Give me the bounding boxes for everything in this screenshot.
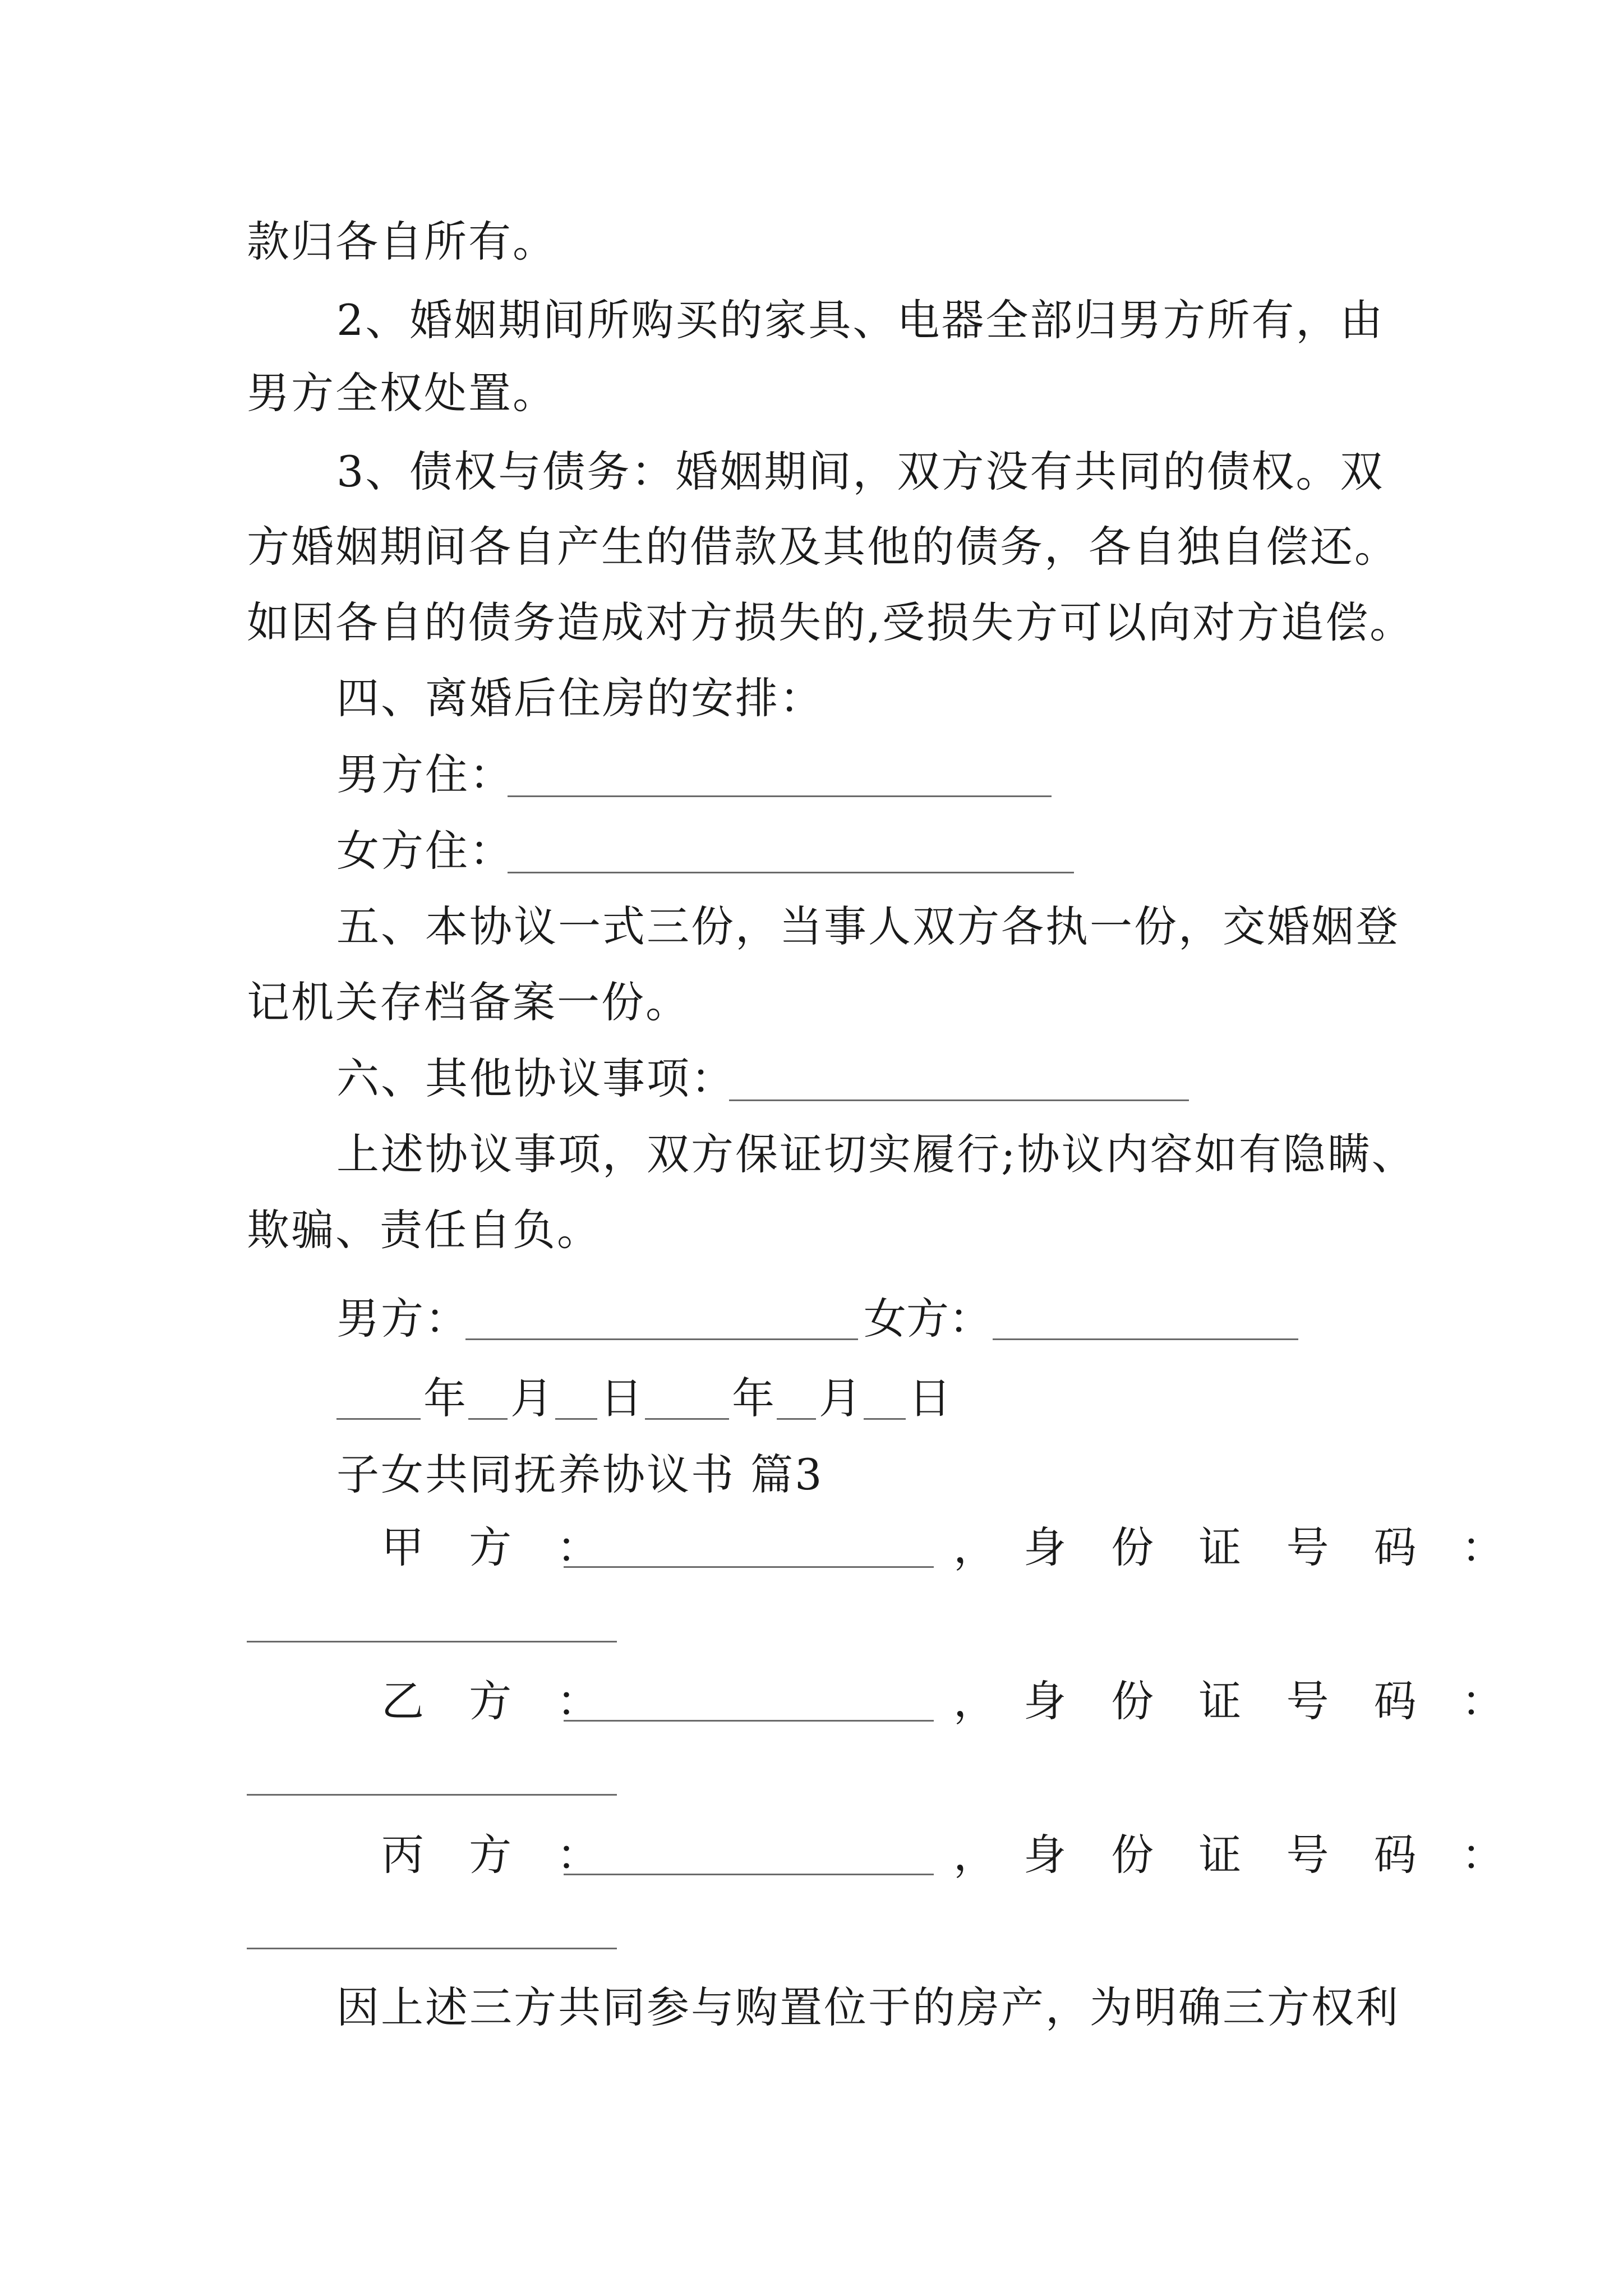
- blank-line-party-c-id: [247, 1948, 617, 1949]
- id-number-label: 身 份 证 号 码 ：: [1023, 1676, 1520, 1726]
- section-title: 子女共同抚养协议书 篇3: [336, 1450, 824, 1499]
- blank-line-male-residence: [508, 795, 1052, 797]
- blank-line-signature-female: [993, 1338, 1298, 1340]
- paragraph-line: 3、债权与债务：婚姻期间，双方没有共同的债权。双: [336, 447, 1385, 496]
- blank-line-party-a-id: [247, 1641, 617, 1642]
- paragraph-line: 因上述三方共同参与购置位于的房产，为明确三方权利: [336, 1982, 1400, 2032]
- field-label-other-matters: 六、其他协议事项：: [336, 1053, 735, 1103]
- blank-line-party-b-name: [564, 1720, 934, 1722]
- party-b-label: 乙 方 ：: [381, 1676, 615, 1726]
- section-heading: 四、离婚后住房的安排：: [336, 673, 824, 723]
- date-year-label: 年: [732, 1373, 774, 1423]
- blank-line-day-1: [555, 1418, 597, 1420]
- paragraph-line: 五、本协议一式三份，当事人双方各执一份，交婚姻登: [336, 901, 1400, 951]
- date-day-label: 日: [909, 1373, 951, 1423]
- id-number-label: 身 份 证 号 码 ：: [1023, 1830, 1520, 1880]
- date-month-label: 月: [510, 1373, 553, 1423]
- paragraph-line: 上述协议事项，双方保证切实履行;协议内容如有隐瞒、: [336, 1129, 1416, 1179]
- field-label-female-residence: 女方住：: [336, 826, 514, 876]
- comma: ，: [953, 1522, 996, 1572]
- paragraph-line: 2、婚姻期间所购买的家具、电器全部归男方所有，由: [336, 295, 1385, 345]
- blank-line-year-2: [645, 1418, 729, 1420]
- paragraph-line: 记机关存档备案一份。: [247, 977, 690, 1027]
- field-label-male-residence: 男方住：: [336, 749, 514, 799]
- blank-line-month-2: [777, 1418, 816, 1420]
- party-a-label: 甲 方 ：: [381, 1522, 615, 1572]
- blank-line-party-c-name: [564, 1874, 934, 1875]
- paragraph-line: 如因各自的债务造成对方损失的,受损失方可以向对方追偿。: [247, 597, 1414, 647]
- blank-line-other-matters: [729, 1099, 1189, 1101]
- blank-line-party-b-id: [247, 1794, 617, 1796]
- paragraph-line: 男方全权处置。: [247, 368, 557, 418]
- comma: ，: [953, 1676, 996, 1726]
- date-month-label: 月: [819, 1373, 861, 1423]
- paragraph-line: 方婚姻期间各自产生的借款及其他的债务，各自独自偿还。: [247, 522, 1399, 572]
- comma: ，: [953, 1830, 996, 1880]
- blank-line-signature-male: [465, 1338, 858, 1340]
- paragraph-line: 欺骗、责任自负。: [247, 1205, 601, 1255]
- paragraph-line: 款归各自所有。: [247, 217, 557, 266]
- blank-line-year-1: [336, 1418, 421, 1420]
- blank-line-month-1: [468, 1418, 508, 1420]
- id-number-label: 身 份 证 号 码 ：: [1023, 1522, 1520, 1572]
- blank-line-day-2: [864, 1418, 906, 1420]
- party-c-label: 丙 方 ：: [381, 1830, 615, 1880]
- signature-label-female: 女方：: [864, 1294, 992, 1343]
- signature-label-male: 男方：: [336, 1294, 469, 1343]
- date-year-label: 年: [423, 1373, 466, 1423]
- blank-line-party-a-name: [564, 1566, 934, 1568]
- blank-line-female-residence: [508, 872, 1074, 873]
- date-day-label: 日: [600, 1373, 643, 1423]
